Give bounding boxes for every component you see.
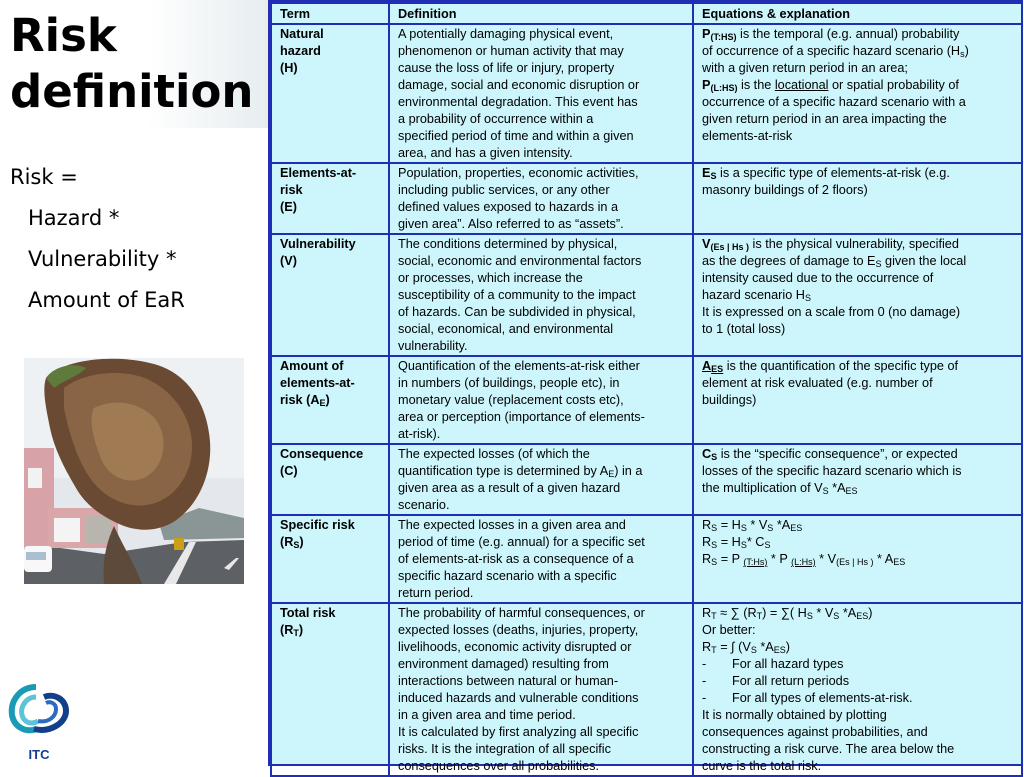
table-row xyxy=(271,356,1022,444)
equation-cell: $R_T$ ≈ ∑ $(R_T)$ = ∑( $H_S * V_S$ $*A_{ES}$) Or better: $R_T$ = ∫ ($V_S$ $*A_{ES}$) - For all hazard types - For all return periods - For all types of elements-at-risk. It is normally obtained by plotting consequences against probabilities, and constructing a risk curve. The area below the curve is the total risk. xyxy=(693,603,1022,776)
title-line-1: Risk xyxy=(10,9,117,62)
definition-cell: Quantification of the elements-at-risk either in numbers (of buildings, people etc), in monetary value (replacement costs etc), area or perception (importance of elements- at-risk). xyxy=(389,356,693,444)
table-row xyxy=(271,444,1022,515)
formula-line: Amount of EaR xyxy=(28,288,185,312)
risk-formula xyxy=(10,162,185,326)
term-cell: Consequence (C) xyxy=(271,444,389,515)
term-cell: Vulnerability (V) xyxy=(271,234,389,356)
term-cell: Specific risk $(R_S)$ xyxy=(271,515,389,603)
formula-line: Vulnerability * xyxy=(28,247,177,271)
rock-photo xyxy=(24,358,244,584)
definition-cell: The probability of harmful consequences, or expected losses (deaths, injuries, property, livelihoods, economic activity disrupted or environment damaged) resulting from interactions between natural or human- induced hazards and vulnerable conditions in a given area and time period. It is calculated by first analyzing all specific risks. It is the integration of all specific consequences over all probabilities. xyxy=(389,603,693,776)
table-header-row xyxy=(271,3,1022,24)
table-row xyxy=(271,603,1022,776)
header-equations: Equations & explanation xyxy=(693,3,1022,24)
equation-cell: $V_{(Es | Hs )}$ is the physical vulnerability, specified as the degrees of damage to $E_S$ given the local intensity caused due to the occurrence of hazard scenario $H_S$ It is expressed on a scale from 0 (no damage) to 1 (total loss) xyxy=(693,234,1022,356)
definitions-table xyxy=(268,0,1023,773)
definition-cell: The expected losses in a given area and period of time (e.g. annual) for a specific set of elements-at-risk as a consequence of a specific hazard scenario with a specific return period. xyxy=(389,515,693,603)
term-cell: Amount of elements-at- risk $(A_E)$ xyxy=(271,356,389,444)
svg-text:ITC: ITC xyxy=(28,747,50,762)
equation-cell: $P_{(T:HS)}$ is the temporal (e.g. annual) probability of occurrence of a specific hazard scenario $(H_s)$ with a given return period in an area; $P_{(L:HS)}$ is the locational or spatial probability of occurrence of a specific hazard scenario with a given return period in an area impacting the elements-at-risk xyxy=(693,24,1022,163)
header-term: Term xyxy=(271,3,389,24)
term-cell: Elements-at- risk (E) xyxy=(271,163,389,234)
table-row xyxy=(271,24,1022,163)
list-item: For all types of elements-at-risk. xyxy=(732,691,913,705)
equation-cell: $C_S$ is the “specific consequence”, or expected losses of the specific hazard scenario which is the multiplication of $V_S$ $*A_{ES}$ xyxy=(693,444,1022,515)
definition-cell: The expected losses (of which the quantification type is determined by $A_E$) in a given area as a result of a given hazard scenario. xyxy=(389,444,693,515)
formula-line: Hazard * xyxy=(28,206,120,230)
itc-logo-icon xyxy=(6,683,72,763)
definition-cell: Population, properties, economic activities, including public services, or any other defined values exposed to hazards in a given area”. Also referred to as “assets”. xyxy=(389,163,693,234)
table-row xyxy=(271,515,1022,603)
definition-cell: A potentially damaging physical event, phenomenon or human activity that may cause the loss of life or injury, property damage, social and economic disruption or environmental degradation. This event has a probability of occurrence within a specified period of time and within a given area, and has a given intensity. xyxy=(389,24,693,163)
slide-title xyxy=(10,8,253,120)
term-cell: Natural hazard (H) xyxy=(271,24,389,163)
equation-cell: $R_S = H_S * V_S$ $*A_{ES}$ $R_S = H_S*$ $C_S$ $R_S = P$ $_{(T:Hs)}$ * P $_{(L:Hs)} * V_{(Es | Hs )} * A_{ES}$ xyxy=(693,515,1022,603)
equation-cell: $E_S$ is a specific type of elements-at-risk (e.g. masonry buildings of 2 floors) xyxy=(693,163,1022,234)
title-background xyxy=(0,0,268,128)
list-item: For all hazard types xyxy=(732,657,844,671)
table-row xyxy=(271,163,1022,234)
list-item: For all return periods xyxy=(732,674,850,688)
definition-cell: The conditions determined by physical, social, economic and environmental factors or processes, which increase the susceptibility of a community to the impact of hazards. Can be subdivided in physical, social, economical, and environmental vulnerability. xyxy=(389,234,693,356)
formula-line: Risk = xyxy=(10,165,78,189)
header-definition: Definition xyxy=(389,3,693,24)
equation-cell: $A_{ES}$ is the quantification of the specific type of element at risk evaluated (e.g. number of buildings) xyxy=(693,356,1022,444)
term-cell: Total risk $(R_T)$ xyxy=(271,603,389,776)
title-line-2: definition xyxy=(10,65,254,118)
table-row xyxy=(271,234,1022,356)
